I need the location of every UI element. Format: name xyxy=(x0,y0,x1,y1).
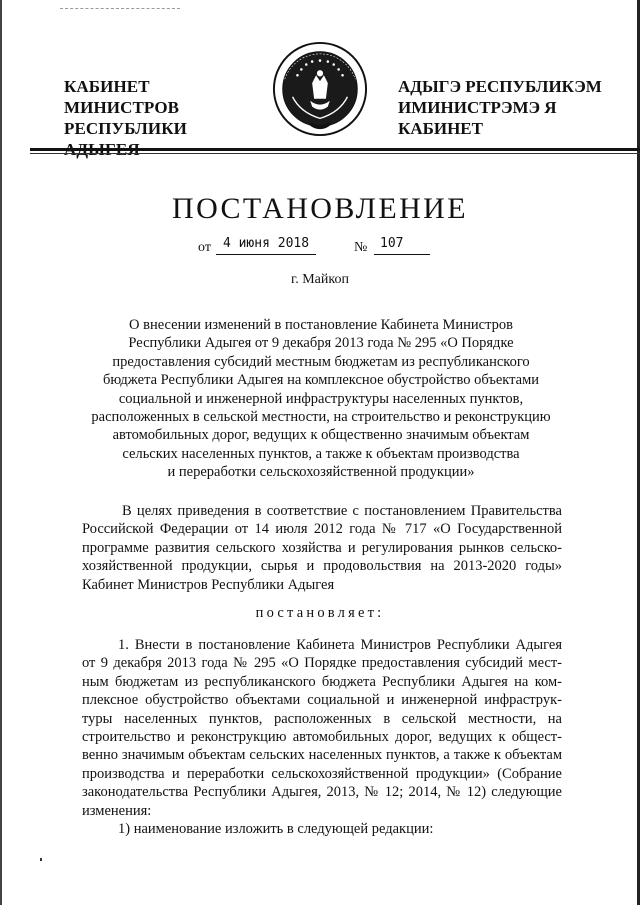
subject-line: и переработки сельскохозяйственной продукции» xyxy=(167,464,475,481)
scan-artifact xyxy=(60,8,180,10)
subject-line: сельских населенных пунктов, а также к объектам производства xyxy=(122,445,520,462)
coat-of-arms-adygea-icon xyxy=(271,40,369,138)
org-right-line1: АДЫГЭ РЕСПУБЛИКЭМ xyxy=(398,77,602,96)
org-left-line2: РЕСПУБЛИКИ xyxy=(64,119,187,138)
preamble-paragraph: В целях приведения в соответствие с постановлением Правительства Российской Федерации от 14 июля 2012 года № 717 «О Государственной программе развития сельского хозяйства и регулирования рынков сельскохозяйственной продукции, сырья и продовольствия на 2013-2020 годы» Кабинет Министров Республики Адыгея xyxy=(82,503,562,593)
header-divider-thick xyxy=(30,148,640,151)
subject-line: расположенных в сельской местности, на строительство и реконструкцию xyxy=(91,409,551,426)
document-date: 4 июня 2018 xyxy=(216,236,316,255)
subject-line: Республики Адыгея от 9 декабря 2013 года № 295 «О Порядке xyxy=(128,335,514,352)
date-number-line xyxy=(198,236,438,260)
letterhead xyxy=(0,40,640,150)
clause-1: 1. Внести в постановление Кабинета Министров Республики Адыгея от 9 декабря 2013 года № 295 «О Порядке предоставления субсидий местным бюджетам из республиканского бюджета Республики Адыгея на комплексное обустройство объектами социальной и инженерной инфраструктуры населенных пунктов, расположенных в сельской местности, на строительство и реконструкцию автомобильных дорог, ведущих к общественно значимым объектам сельских населенных пунктов, а также к объектам производства и переработки сельскохозяйственной продукции» (Собрание законодательства Республики Адыгея, 2013, № 12; 2014, № 12) следующие изменения: xyxy=(82,637,562,819)
document-subject xyxy=(86,316,556,482)
org-name-adyghe xyxy=(398,76,613,139)
org-left-line1: КАБИНЕТ МИНИСТРОВ xyxy=(64,77,180,117)
document-city: г. Майкоп xyxy=(291,272,349,287)
document-body xyxy=(82,636,562,838)
number-prefix: № xyxy=(354,240,368,255)
header-divider-thin xyxy=(30,153,640,154)
subject-line: О внесении изменений в постановление Кабинета Министров xyxy=(129,317,513,333)
subject-line: автомобильных дорог, ведущих к общественно значимым объектам xyxy=(112,427,530,444)
document-title: ПОСТАНОВЛЕНИЕ xyxy=(172,192,468,225)
document-number: 107 xyxy=(374,236,430,255)
scan-speck xyxy=(40,858,42,861)
date-prefix: от xyxy=(198,240,211,255)
org-right-line2: ИМИНИСТРЭМЭ Я КАБИНЕТ xyxy=(398,98,557,138)
resolves-heading: постановляет: xyxy=(255,605,385,621)
subject-line: социальной и инженерной инфраструктуры населенных пунктов, xyxy=(118,390,524,407)
clause-1-subitem-1: 1) наименование изложить в следующей редакции: xyxy=(118,821,434,838)
subject-line: бюджета Республики Адыгея на комплексное обустройство объектами xyxy=(102,372,540,389)
subject-line: предоставления субсидий местным бюджетам из республиканского xyxy=(112,353,530,370)
